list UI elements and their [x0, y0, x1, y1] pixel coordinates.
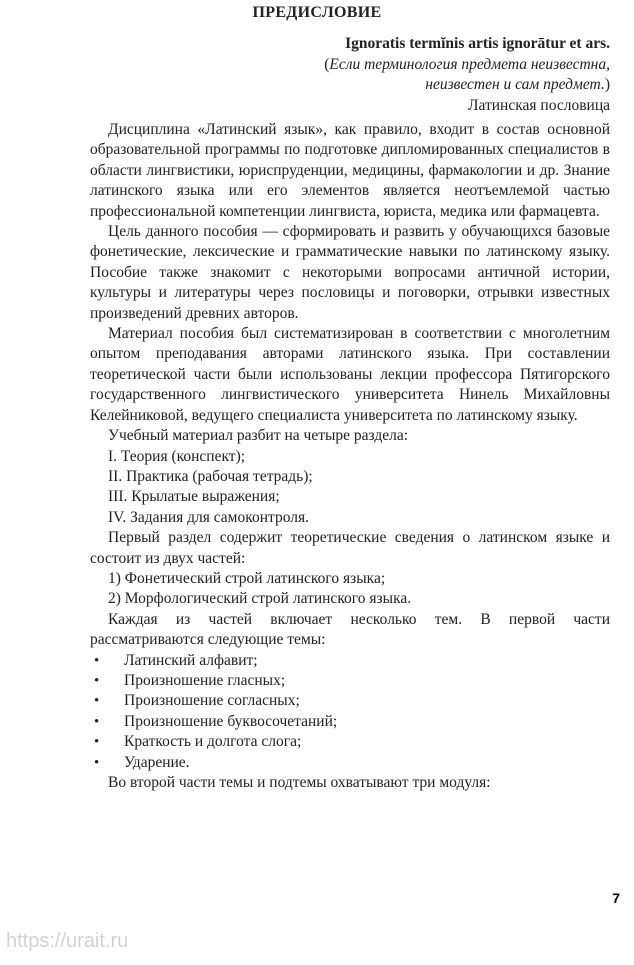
topic-text: Латинский алфавит;: [124, 651, 258, 669]
epigraph: [90, 34, 610, 116]
topic-text: Краткость и долгота слога;: [124, 733, 302, 751]
bullet-icon: •: [94, 754, 100, 771]
bullet-icon: •: [94, 693, 100, 710]
list-item: [90, 691, 610, 711]
part-item: 1) Фонетический строй латинского языка;: [108, 569, 386, 587]
bullet-icon: •: [94, 672, 100, 689]
list-item: [90, 712, 610, 732]
bullet-icon: •: [94, 713, 100, 730]
paragraph: Первый раздел содержит теоретические сведения о латинском языке и состоит из двух частей:: [90, 529, 610, 567]
paragraph: Цель данного пособия — сформировать и развить у обучающихся базовые фонетические, лексические и грамматические навыки по латинскому языку. Пособие также знакомит с некоторыми вопросами античной истории, культуры и литературы через пословицы и поговорки, отрывки известных произведений древних авторов.: [90, 223, 610, 322]
bullet-icon: •: [94, 652, 100, 669]
page-number: 7: [612, 890, 620, 906]
topic-text: Произношение буквосочетаний;: [124, 712, 338, 730]
section-item: I. Теория (конспект);: [108, 447, 246, 465]
epigraph-translation: [90, 55, 610, 76]
part-item: 2) Морфологический строй латинского языка.: [108, 590, 412, 608]
translation-line-2: неизвестен и сам предмет.: [425, 76, 605, 94]
topic-text: Произношение гласных;: [124, 671, 286, 689]
watermark-url: https://urait.ru: [6, 930, 129, 952]
epigraph-translation-2: [90, 75, 610, 96]
translation-line-1: Если терминология предмета неизвестна,: [329, 55, 610, 73]
topic-list: [90, 651, 610, 773]
close-paren: ): [604, 76, 610, 94]
bullet-icon: •: [94, 734, 100, 751]
paragraph: Каждая из частей включает несколько тем. В первой части рассматриваются следующие темы:: [90, 610, 610, 649]
section-item: II. Практика (рабочая тетрадь);: [108, 467, 313, 485]
body-text: [90, 120, 610, 793]
list-item: [90, 753, 610, 773]
list-item: [90, 651, 610, 671]
list-item: [90, 732, 610, 752]
section-item: III. Крылатые выражения;: [108, 488, 280, 506]
epigraph-source: Латинская пословица: [468, 96, 610, 114]
section-item: IV. Задания для самоконтроля.: [108, 508, 310, 526]
topic-text: Произношение согласных;: [124, 692, 300, 710]
paragraph: Во второй части темы и подтемы охватывают три модуля:: [108, 774, 491, 791]
open-paren: (: [324, 55, 330, 73]
list-item: [90, 671, 610, 691]
paragraph: Учебный материал разбит на четыре раздела:: [108, 427, 409, 445]
paragraph: Материал пособия был систематизирован в соответствии с многолетним опытом преподавания авторами латинского языка. При составлении теоретической части были использованы лекции профессора Пятигорского государственного лингвистического университета Нинель Михайловны Келейниковой, ведущего специалиста университета по латинскому языку.: [90, 325, 610, 424]
page-title: ПРЕДИСЛОВИЕ: [252, 4, 382, 21]
epigraph-latin: Ignoratis termĭnis artis ignorātur et ars.: [345, 35, 610, 52]
topic-text: Ударение.: [124, 753, 190, 771]
paragraph: Дисциплина «Латинский язык», как правило, входит в состав основной образовательной программы по подготовке дипломированных специалистов в области лингвистики, юриспруденции, медицины, фармакологии и др. Знание латинского языка или его элементов является неотъемлемой частью профессиональной компетенции лингвиста, юриста, медика или фармацевта.: [90, 121, 610, 220]
